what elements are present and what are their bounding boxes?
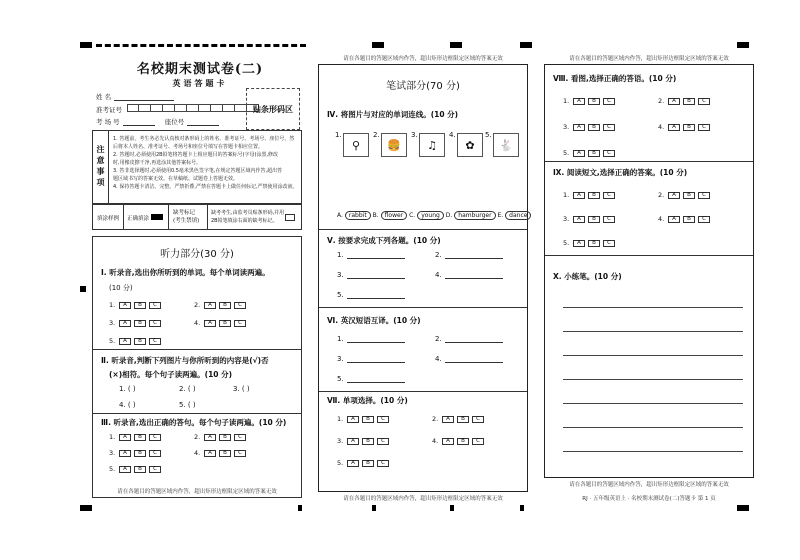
option-b[interactable]: B — [588, 150, 600, 157]
option-b[interactable]: B — [683, 192, 695, 199]
q8-title: Ⅷ. 看图,选择正确的答语。(10 分) — [553, 74, 677, 83]
notice-line: 3. 答非选择题时,必须使用0.5毫米黑色签字笔,在规定答题区域内作答,超出答 — [113, 168, 283, 174]
option-c[interactable]: C — [234, 320, 246, 327]
written-column — [318, 64, 528, 492]
q3-title: Ⅲ. 听录音,选出正确的答句。每个句子读两遍。(10 分) — [101, 418, 287, 427]
option-c[interactable]: C — [149, 320, 161, 327]
option-b[interactable]: B — [219, 302, 231, 309]
bicycle-picture-icon: ⚲ — [343, 133, 369, 157]
option-a[interactable]: A — [347, 416, 359, 423]
q-num: 4. — [194, 319, 201, 327]
timing-mark — [737, 505, 749, 511]
option-b[interactable]: B — [362, 416, 374, 423]
word-option[interactable]: rabbit — [345, 211, 371, 220]
q1-score: (10 分) — [109, 284, 133, 292]
option-a[interactable]: A — [347, 460, 359, 467]
sheet-subtitle: 英语答题卡 — [172, 78, 228, 88]
pic-num: 1. — [335, 131, 342, 139]
listening-heading: 听力部分(30 分) — [160, 249, 234, 260]
q-num: 5. — [109, 337, 116, 345]
answer-row: 5. A B C — [337, 459, 392, 467]
writing-line[interactable] — [563, 355, 743, 356]
exam-id-field[interactable] — [96, 104, 259, 114]
q4-title: Ⅳ. 将图片与对应的单词连线。(10 分) — [327, 110, 459, 119]
pic-num: 2. — [373, 131, 380, 139]
rabbit-picture-icon: 🐇 — [493, 133, 519, 157]
q2-item[interactable]: 1. ( ) — [119, 385, 136, 393]
barcode-label: 贴条形码区 — [253, 104, 293, 114]
option-c[interactable]: C — [377, 460, 389, 467]
option-c[interactable]: C — [149, 466, 161, 473]
option-c[interactable]: C — [603, 216, 615, 223]
answer-row — [109, 301, 249, 309]
answer-row: 1. A B C 2. A B C — [563, 97, 713, 105]
answer-row — [109, 319, 249, 327]
option-a[interactable]: A — [668, 192, 680, 199]
option-b[interactable]: B — [683, 216, 695, 223]
notice-box — [92, 130, 302, 204]
seat-label: 座位号 — [164, 118, 185, 126]
option-a[interactable]: A — [204, 320, 216, 327]
q2-title-cont: (×)相符。每个句子读两遍。(10 分) — [109, 370, 233, 379]
option-b[interactable]: B — [588, 240, 600, 247]
option-b[interactable]: B — [134, 320, 146, 327]
option-c[interactable]: C — [603, 150, 615, 157]
option-b[interactable]: B — [588, 192, 600, 199]
flower-picture-icon: ✿ — [457, 133, 483, 157]
room-label: 考 场 号 — [96, 118, 120, 126]
writing-line[interactable] — [563, 331, 743, 332]
option-a[interactable]: A — [119, 450, 131, 457]
fill-line-row[interactable]: 4. — [435, 271, 503, 279]
q7-title: Ⅶ. 单项选择。(10 分) — [327, 396, 408, 405]
absent-checkbox[interactable] — [285, 214, 295, 221]
name-field[interactable] — [96, 92, 174, 101]
fill-line-row[interactable]: 3. — [337, 355, 405, 363]
timing-mark — [737, 42, 749, 48]
listening-section — [92, 236, 302, 498]
answer-row: 3. A B C 4. A B C — [337, 437, 487, 445]
answer-row: 3. A B C 4. A B C — [563, 123, 713, 131]
word-option[interactable]: flower — [381, 211, 408, 220]
correct-fill-sample — [151, 214, 163, 220]
timing-mark — [450, 505, 454, 511]
fill-line-row[interactable]: 1. — [337, 335, 405, 343]
option-a[interactable]: A — [668, 124, 680, 131]
option-b[interactable]: B — [683, 124, 695, 131]
option-b[interactable]: B — [219, 320, 231, 327]
timing-mark — [80, 505, 92, 511]
option-c[interactable]: C — [149, 434, 161, 441]
option-c[interactable]: C — [234, 434, 246, 441]
word-option[interactable]: hamburger — [454, 211, 495, 220]
writing-line[interactable] — [563, 403, 743, 404]
fill-line-row[interactable]: 5. — [337, 375, 405, 383]
fill-line-row[interactable]: 3. — [337, 271, 405, 279]
option-b[interactable]: B — [588, 124, 600, 131]
option-c[interactable]: C — [234, 302, 246, 309]
option-a[interactable]: A — [573, 124, 585, 131]
option-b[interactable]: B — [219, 450, 231, 457]
fill-line-row[interactable]: 1. — [337, 251, 405, 259]
notice-line: 题区域书写的答案无效。在草稿纸、试题卷上答题无效。 — [113, 176, 239, 182]
answer-row — [109, 449, 249, 457]
q-num: 1. — [109, 301, 116, 309]
notice-line: 2. 答题时,必须使用2B铅笔将答题卡上相应题目的答案标号(字母)涂黑,修改 — [113, 152, 279, 158]
q-num: 4. — [194, 449, 201, 457]
option-a[interactable]: A — [668, 216, 680, 223]
option-c[interactable]: C — [149, 302, 161, 309]
option-c[interactable]: C — [149, 338, 161, 345]
option-a[interactable]: A — [119, 320, 131, 327]
word-option[interactable]: young — [417, 211, 444, 220]
q1-title: Ⅰ. 听录音,选出你所听到的单词。每个单词读两遍。 — [101, 268, 270, 277]
q2-item[interactable]: 4. ( ) — [119, 401, 136, 409]
timing-mark — [372, 505, 376, 511]
option-b[interactable]: B — [683, 98, 695, 105]
notice-label: 注意事项 — [93, 131, 109, 203]
hamburger-picture-icon: 🍔 — [381, 133, 407, 157]
page-footer: RJ · 五年级英语上 · 名校期末测试卷(二)答题卡 第 1 页 — [582, 496, 716, 502]
option-a[interactable]: A — [573, 150, 585, 157]
option-c[interactable]: C — [377, 438, 389, 445]
option-c[interactable]: C — [698, 98, 710, 105]
option-b[interactable]: B — [588, 216, 600, 223]
option-c[interactable]: C — [603, 124, 615, 131]
room-seat-field[interactable] — [96, 117, 219, 126]
q10-title: Ⅹ. 小练笔。(10 分) — [553, 272, 622, 281]
option-a[interactable]: A — [204, 450, 216, 457]
answer-row — [109, 465, 164, 473]
timing-mark — [80, 286, 86, 292]
option-c[interactable]: C — [603, 98, 615, 105]
pic-num: 4. — [449, 131, 456, 139]
sample-label: 填涂样例 — [97, 216, 120, 222]
word-option[interactable]: dance — [505, 211, 531, 220]
answer-row — [109, 433, 249, 441]
absent-note: 缺考考生,由监考员贴条形码,并用 2B铅笔填涂右面的缺考标记。 — [211, 210, 285, 224]
fill-line-row[interactable]: 2. — [435, 251, 503, 259]
option-a[interactable]: A — [573, 98, 585, 105]
timing-mark — [520, 42, 532, 48]
option-a[interactable]: A — [204, 302, 216, 309]
option-a[interactable]: A — [442, 438, 454, 445]
q2-title: Ⅱ. 听录音,判断下列图片与你所听到的内容是(√)否 — [101, 356, 269, 365]
option-c[interactable]: C — [234, 450, 246, 457]
option-b[interactable]: B — [588, 98, 600, 105]
q-num: 1. — [109, 433, 116, 441]
absent-label: 缺考标记 (考生禁填) — [173, 210, 200, 224]
option-a[interactable]: A — [442, 416, 454, 423]
timing-mark — [372, 42, 384, 48]
answer-row: 3. A B C 4. A B C — [563, 215, 713, 223]
fill-line-row[interactable]: 5. — [337, 291, 405, 299]
edge-note: 请在各题目的答题区域内作答，超出矩形边框限定区域的答案无效 — [569, 482, 729, 488]
option-b[interactable]: B — [134, 302, 146, 309]
fill-line-row[interactable]: 2. — [435, 335, 503, 343]
option-c[interactable]: C — [698, 192, 710, 199]
option-a[interactable]: A — [119, 434, 131, 441]
notice-line: 时,用橡皮擦干净,再选涂其他答案标号。 — [113, 160, 202, 166]
pic-num: 5. — [485, 131, 492, 139]
q6-title: Ⅵ. 英汉短语互译。(10 分) — [327, 316, 421, 325]
answer-row: 1. A B C 2. A B C — [337, 415, 487, 423]
pic-num: 3. — [411, 131, 418, 139]
q-num: 2. — [194, 301, 201, 309]
timing-mark — [80, 42, 92, 48]
exam-id-label: 准考证号 — [96, 106, 122, 114]
timing-dash-row — [96, 44, 306, 47]
right-column — [544, 64, 754, 478]
answer-row: 5. A B C — [563, 239, 618, 247]
option-a[interactable]: A — [204, 434, 216, 441]
option-a[interactable]: A — [119, 338, 131, 345]
option-a[interactable]: A — [668, 98, 680, 105]
option-b[interactable]: B — [362, 460, 374, 467]
option-c[interactable]: C — [603, 240, 615, 247]
option-c[interactable]: C — [149, 450, 161, 457]
correct-label: 正确填涂 — [127, 216, 150, 222]
q-num: 5. — [109, 465, 116, 473]
answer-row — [109, 337, 164, 345]
option-c[interactable]: C — [603, 192, 615, 199]
option-b[interactable]: B — [134, 466, 146, 473]
notice-line: 后将本人姓名、准考证号、考场号和座位号填写在答题卡相应位置。 — [113, 144, 264, 150]
answer-row: 1. A B C 2. A B C — [563, 191, 713, 199]
option-a[interactable]: A — [573, 240, 585, 247]
q-num: 3. — [109, 319, 116, 327]
fill-line-row[interactable]: 4. — [435, 355, 503, 363]
option-b[interactable]: B — [134, 450, 146, 457]
option-a[interactable]: A — [573, 192, 585, 199]
q-num: 2. — [194, 433, 201, 441]
edge-note: 请在各题目的答题区域内作答，超出矩形边框限定区域的答案无效 — [569, 56, 729, 62]
option-c[interactable]: C — [377, 416, 389, 423]
option-b[interactable]: B — [134, 338, 146, 345]
word-list: A. rabbit B. flower C. young D. hamburger E. dance — [337, 211, 531, 220]
option-a[interactable]: A — [573, 216, 585, 223]
q2-item[interactable]: 5. ( ) — [179, 401, 196, 409]
edge-note: 请在各题目的答题区域内作答，超出矩形边框限定区域的答案无效 — [117, 489, 277, 495]
option-c[interactable]: C — [698, 124, 710, 131]
writing-line[interactable] — [563, 451, 743, 452]
option-c[interactable]: C — [472, 416, 484, 423]
edge-note: 请在各题目的答题区域内作答，超出矩形边框限定区域的答案无效 — [343, 496, 503, 502]
q5-title: Ⅴ. 按要求完成下列各题。(10 分) — [327, 236, 441, 245]
q-num: 3. — [109, 449, 116, 457]
writing-line[interactable] — [563, 307, 743, 308]
q2-item[interactable]: 3. ( ) — [233, 385, 250, 393]
answer-row: 5. A B C — [563, 149, 618, 157]
sheet-title: 名校期末测试卷(二) — [136, 62, 264, 77]
option-a[interactable]: A — [119, 302, 131, 309]
timing-mark — [450, 42, 462, 48]
dancer-picture-icon: ♫ — [419, 133, 445, 157]
option-c[interactable]: C — [698, 216, 710, 223]
writing-line[interactable] — [563, 427, 743, 428]
option-a[interactable]: A — [347, 438, 359, 445]
notice-line: 1. 答题前，考生务必先认真核对条形码上的姓名、准考证号、考场号、座位号，然 — [113, 136, 295, 142]
option-b[interactable]: B — [457, 416, 469, 423]
fill-sample-row — [92, 204, 302, 230]
option-b[interactable]: B — [362, 438, 374, 445]
q2-item[interactable]: 2. ( ) — [179, 385, 196, 393]
option-c[interactable]: C — [472, 438, 484, 445]
notice-line: 4. 保持答题卡清洁、完整。严禁折叠,严禁在答题卡上做任何标记,严禁使用涂改液。 — [113, 184, 298, 190]
option-b[interactable]: B — [134, 434, 146, 441]
writing-line[interactable] — [563, 379, 743, 380]
name-label: 姓 名 — [96, 93, 112, 101]
option-a[interactable]: A — [119, 466, 131, 473]
barcode-area — [246, 88, 300, 130]
written-heading: 笔试部分(70 分) — [386, 81, 460, 92]
option-b[interactable]: B — [219, 434, 231, 441]
q9-title: Ⅸ. 阅读短文,选择正确的答案。(10 分) — [553, 168, 688, 177]
option-b[interactable]: B — [457, 438, 469, 445]
timing-mark — [520, 505, 524, 511]
timing-mark — [298, 505, 302, 511]
edge-note: 请在各题目的答题区域内作答，超出矩形边框限定区域的答案无效 — [343, 56, 503, 62]
